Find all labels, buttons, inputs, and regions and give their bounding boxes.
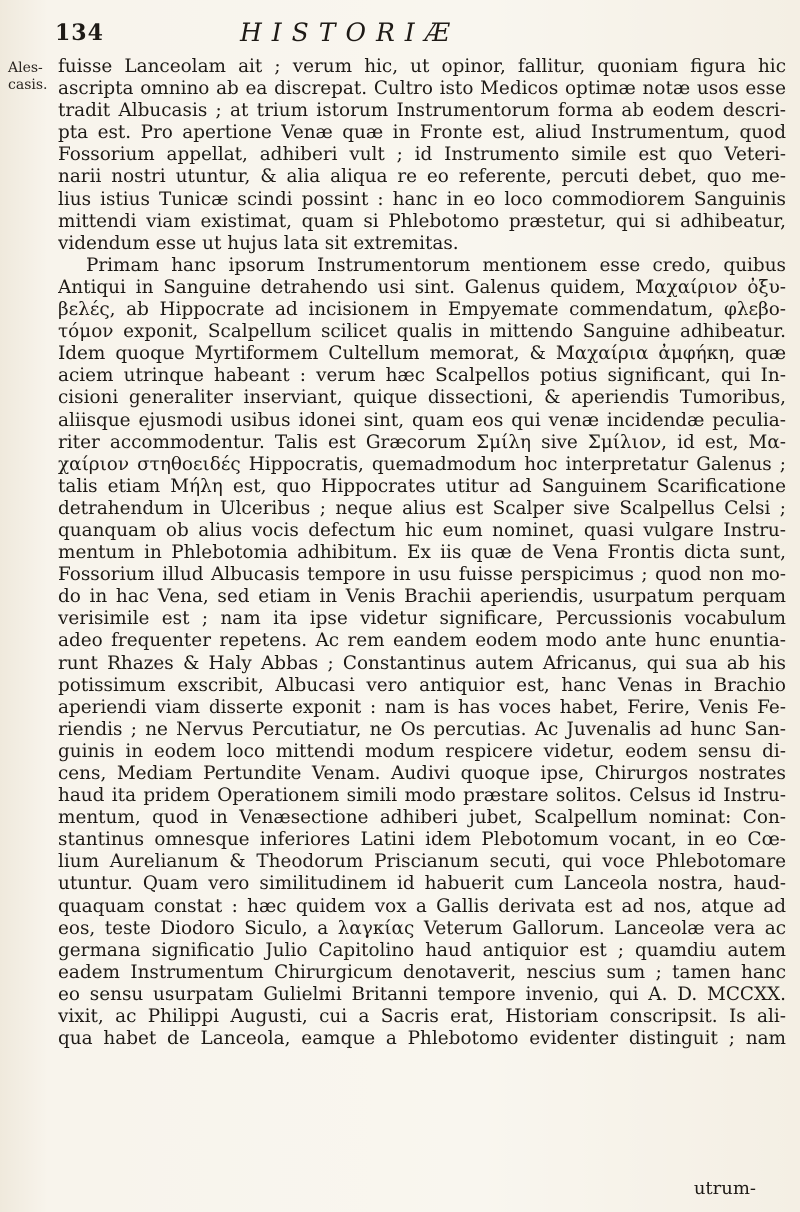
text-line: Fossorium illud Albucasis tempore in usu fuisse perspicimus ; quod non mo- bbox=[58, 564, 786, 586]
text-line: cisioni generaliter inserviant, quique dissectioni, & aperiendis Tumoribus, bbox=[58, 387, 786, 409]
text-line: mentum in Phlebotomia adhibitum. Ex iis quæ de Vena Frontis dicta sunt, bbox=[58, 542, 786, 564]
text-line: lium Aurelianum & Theodorum Priscianum secuti, qui voce Phlebotomare bbox=[58, 851, 786, 873]
text-line: ascripta omnino ab ea discrepat. Cultro isto Medicos optimæ notæ usos esse bbox=[58, 78, 786, 100]
text-line: aliisque ejusmodi usibus idonei sint, quam eos qui venæ incidendæ peculia- bbox=[58, 409, 786, 431]
text-line: lius istius Tunicæ scindi possint : hanc in eo loco commodiorem Sanguinis bbox=[58, 188, 786, 210]
text-line: Idem quoque Myrtiformem Cultellum memorat, & Μαχαίρια ἀμφήκη, quæ bbox=[58, 343, 786, 365]
text-line: pta est. Pro apertione Venæ quæ in Fronte est, aliud Instrumentum, quod bbox=[58, 122, 786, 144]
text-line: τόμον exponit, Scalpellum scilicet qualis in mittendo Sanguine adhibeatur. bbox=[58, 321, 786, 343]
text-line: cens, Mediam Pertundite Venam. Audivi quoque ipse, Chirurgos nostrates bbox=[58, 763, 786, 784]
text-line: eos, teste Diodoro Siculo, a λαγκίας Veterum Gallorum. Lanceolæ vera ac bbox=[58, 917, 786, 939]
text-line: Antiqui in Sanguine detrahendo usi sint. Galenus quidem, Μαχαίριον ὀξυ- bbox=[58, 276, 786, 298]
page-number: 134 bbox=[55, 20, 104, 46]
page-header bbox=[0, 18, 800, 58]
text-line: qua habet de Lanceola, eamque a Phlebotomo evidenter distinguit ; nam bbox=[58, 1028, 786, 1050]
text-line: Fossorium appellat, adhiberi vult ; id Instrumento simile est quo Veteri- bbox=[58, 144, 786, 166]
text-line: βελές, ab Hippocrate ad incisionem in Empyemate commendatum, φλεβο- bbox=[58, 299, 786, 321]
text-line: adeo frequenter repetens. Ac rem eandem eodem modo ante hunc enuntia- bbox=[58, 630, 786, 652]
text-line: quaquam constat : hæc quidem vox a Gallis derivata est ad nos, atque ad bbox=[58, 895, 786, 917]
text-line: fuisse Lanceolam ait ; verum hic, ut opinor, fallitur, quoniam figura hic bbox=[58, 56, 786, 77]
text-line: guinis in eodem loco mittendi modum respicere videtur, eodem sensu di- bbox=[58, 740, 786, 762]
text-line: mentum, quod in Venæsectione adhiberi jubet, Scalpellum nominat: Con- bbox=[58, 807, 786, 829]
text-line: eo sensu usurpatam Gulielmi Britanni tempore invenio, qui A. D. MCCXX. bbox=[58, 983, 786, 1005]
text-line: aperiendi viam disserte exponit : nam is has voces habet, Ferire, Venis Fe- bbox=[58, 696, 786, 718]
text-line: talis etiam Μήλη est, quo Hippocrates utitur ad Sanguinem Scarificatione bbox=[58, 475, 786, 497]
text-line: riendis ; ne Nervus Percutiatur, ne Os percutias. Ac Juvenalis ad hunc San- bbox=[58, 718, 786, 740]
text-line: germana significatio Julio Capitolino haud antiquior est ; quamdiu autem bbox=[58, 939, 786, 961]
text-line: quanquam ob alius vocis defectum hic eum nominet, quasi vulgare Instru- bbox=[58, 519, 786, 541]
body-text bbox=[58, 56, 786, 1196]
text-line: haud ita pridem Operationem simili modo præstare solitos. Celsus id Instru- bbox=[58, 785, 786, 807]
text-line: runt Rhazes & Haly Abbas ; Constantinus autem Africanus, qui sua ab his bbox=[58, 652, 786, 674]
text-line: tradit Albucasis ; at trium istorum Instrumentorum forma ab eodem descri- bbox=[58, 100, 786, 122]
text-line: do in hac Vena, sed etiam in Venis Brachii aperiendis, usurpatum perquam bbox=[58, 586, 786, 608]
text-line: narii nostri utuntur, & alia aliqua re eo referente, percuti debet, quo me- bbox=[58, 166, 786, 188]
text-line: stantinus omnesque inferiores Latini idem Plebotomum vocant, in eo Cœ- bbox=[58, 829, 786, 851]
text-line: utuntur. Quam vero similitudinem id habuerit cum Lanceola nostra, haud- bbox=[58, 873, 786, 895]
text-line: vixit, ac Philippi Augusti, cui a Sacris erat, Historiam conscripsit. Is ali- bbox=[58, 1006, 786, 1028]
text-line: riter accommodentur. Talis est Græcorum Σμίλη sive Σμίλιον, id est, Μα- bbox=[58, 431, 786, 453]
text-line: χαίριον στηθοειδές Hippocratis, quemadmodum hoc interpretatur Galenus ; bbox=[58, 453, 786, 475]
running-title: HISTORIÆ bbox=[240, 18, 460, 47]
text-line: eadem Instrumentum Chirurgicum denotaverit, nescius sum ; tamen hanc bbox=[58, 961, 786, 983]
text-line: potissimum exscribit, Albucasi vero antiquior est, hanc Venas in Brachio bbox=[58, 674, 786, 696]
text-line: aciem utrinque habeant : verum hæc Scalpellos potius significant, qui In- bbox=[58, 365, 786, 387]
text-line: mittendi viam existimat, quam si Phlebotomo præstetur, qui si adhibeatur, bbox=[58, 210, 786, 232]
catchword: utrum- bbox=[693, 1178, 756, 1199]
text-line: verisimile est ; nam ita ipse videtur significare, Percussionis vocabulum bbox=[58, 608, 786, 630]
margin-note: Ales- casis. bbox=[8, 60, 48, 93]
text-line: Primam hanc ipsorum Instrumentorum mentionem esse credo, quibus bbox=[86, 254, 786, 276]
text-line: videndum esse ut hujus lata sit extremitas. bbox=[58, 232, 459, 254]
text-line: detrahendum in Ulceribus ; neque alius est Scalper sive Scalpellus Celsi ; bbox=[58, 497, 786, 519]
